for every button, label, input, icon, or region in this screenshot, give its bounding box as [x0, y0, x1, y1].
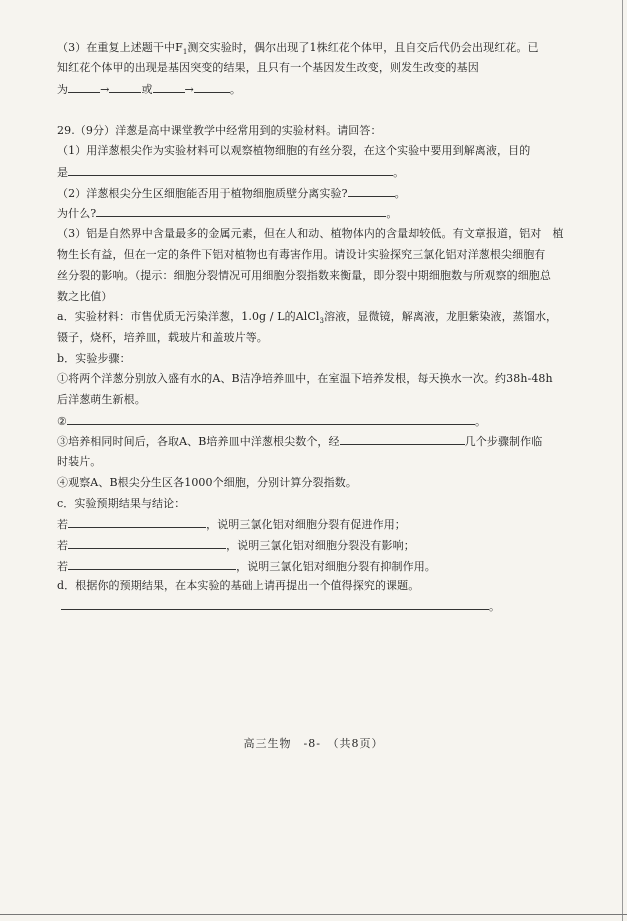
answer-blank[interactable]: [67, 413, 475, 425]
answer-blank[interactable]: [340, 433, 465, 445]
q29-p2-line1: （2）洋葱根尖分生区细胞能否用于植物细胞质壁分离实验? 。: [57, 187, 406, 200]
step3-line1: ③培养相同时间后，各取A、B培养皿中洋葱根尖数个，经 几个步骤制作临: [57, 435, 543, 448]
conclusion-1: 若 ，说明三氯化铝对细胞分裂有促进作用；: [57, 518, 406, 531]
part-d-line: d．根据你的预期结果，在本实验的基础上请再提出一个值得探究的课题。: [57, 579, 420, 592]
step3-line2: 时装片。: [57, 455, 102, 468]
page-edge-bottom: [0, 914, 627, 915]
q29-p3-line1: （3）铝是自然界中含量最多的金属元素，但在人和动、植物体内的含量却较低。有文章报道，铝对 植: [57, 227, 564, 240]
part-d-answer: 。: [57, 598, 500, 614]
prev-q3-answer-line: 为 → 或 → 。: [57, 83, 241, 96]
answer-blank[interactable]: [153, 81, 185, 93]
page-edge-right: [622, 0, 623, 921]
q29-p3-line3: 丝分裂的影响。（提示：细胞分裂情况可用细胞分裂指数来衡量，即分裂中期细胞数与所观察的细胞总: [57, 269, 551, 282]
prev-q3-line1: （3）在重复上述题干中$F_1$测交实验时，偶尔出现了1株红花个体甲，且自交后代仍会出现红花。已: [57, 41, 539, 57]
conclusion-2: 若 ，说明三氯化铝对细胞分裂没有影响；: [57, 539, 415, 552]
prev-q3-line2: 知红花个体甲的出现是基因突变的结果，且只有一个基因发生改变，则发生改变的基因: [57, 61, 479, 74]
conclusion-3: 若 ，说明三氯化铝对细胞分裂有抑制作用。: [57, 560, 436, 573]
answer-blank[interactable]: [68, 558, 236, 570]
q29-p1-line2: 是 。: [57, 166, 405, 179]
answer-blank[interactable]: [194, 81, 230, 93]
step4-line: ④观察A、B根尖分生区各1000个细胞，分别计算分裂指数。: [57, 476, 357, 489]
q29-p1-line1: （1）用洋葱根尖作为实验材料可以观察植物细胞的有丝分裂，在这个实验中要用到解离液，目的: [57, 144, 531, 157]
answer-blank[interactable]: [348, 185, 395, 197]
answer-blank[interactable]: [109, 81, 141, 93]
answer-blank[interactable]: [68, 164, 393, 176]
steps-title: b．实验步骤：: [57, 352, 131, 365]
answer-blank[interactable]: [68, 516, 206, 528]
q29-p3-line2: 物生长有益，但在一定的条件下铝对植物也有毒害作用。请设计实验探究三氯化铝对洋葱根尖细胞有: [57, 248, 546, 261]
materials-line2: 镊子，烧杯，培养皿，载玻片和盖玻片等。: [57, 331, 268, 344]
materials-line1: a．实验材料：市售优质无污染洋葱，1.0g / L的AlCl$_3$溶液，显微镜，解离液，龙胆紫染液，蒸馏水，: [57, 310, 558, 326]
answer-blank[interactable]: [61, 598, 489, 610]
answer-blank[interactable]: [68, 537, 226, 549]
step2-line: ② 。: [57, 415, 487, 428]
q29-p2-line2: 为什么? 。: [57, 207, 398, 220]
page-footer: 高三生物 -8- （共8页）: [243, 737, 384, 750]
conclusion-title: c．实验预期结果与结论：: [57, 497, 186, 510]
step1-line2: 后洋葱萌生新根。: [57, 393, 146, 406]
answer-blank[interactable]: [68, 81, 100, 93]
q29-title: 29.（9分）洋葱是高中课堂教学中经常用到的实验材料。请回答：: [57, 124, 382, 137]
q29-p3-line4: 数之比值）: [57, 290, 113, 303]
answer-blank[interactable]: [96, 205, 386, 217]
step1-line1: ①将两个洋葱分别放入盛有水的A、B洁净培养皿中，在室温下培养发根，每天换水一次。约38h-48h: [57, 372, 553, 385]
